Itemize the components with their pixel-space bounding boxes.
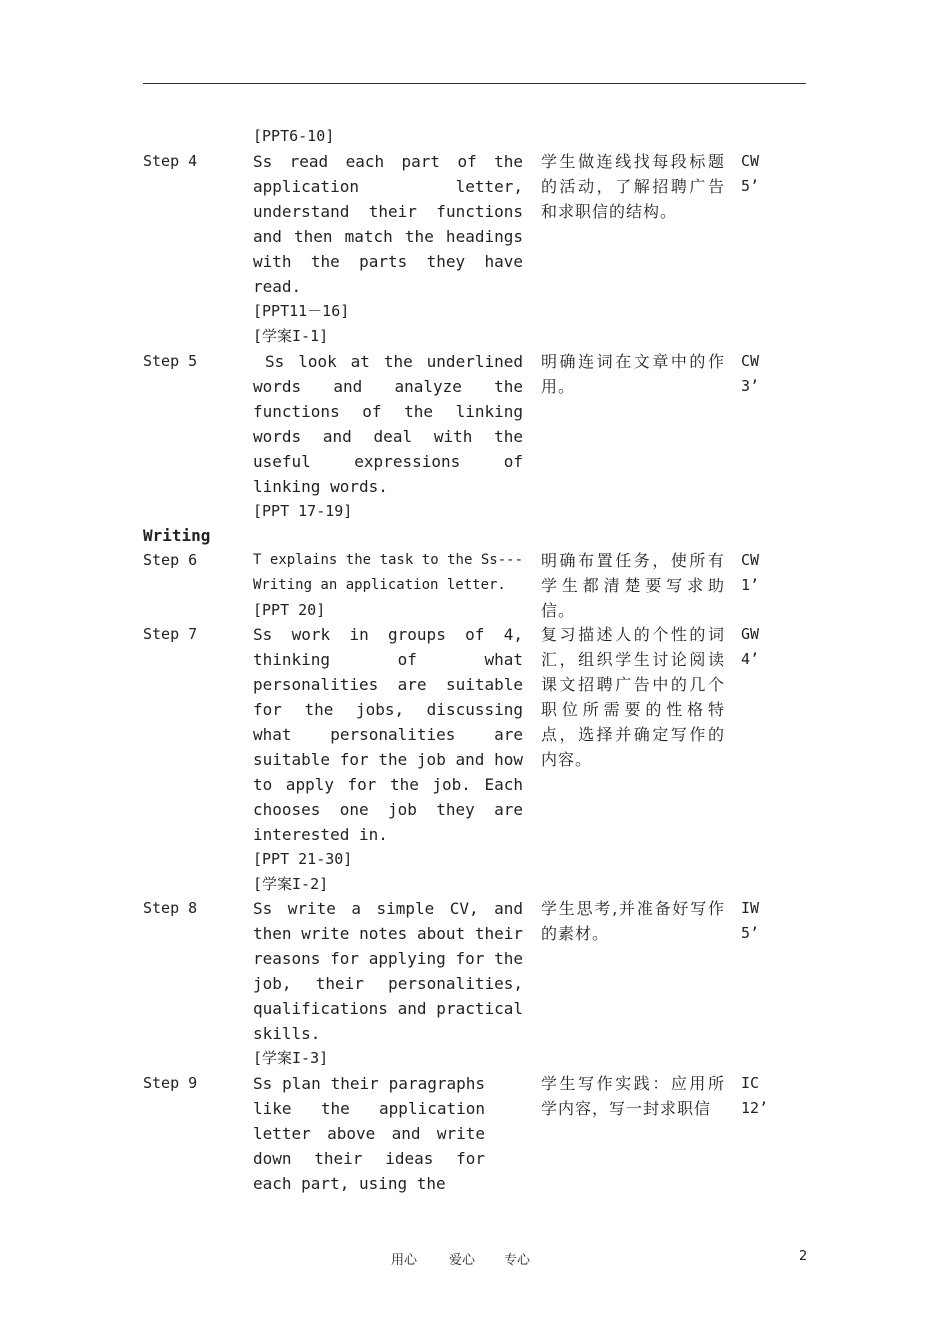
footer-motto-2: 爱心 — [449, 1253, 476, 1268]
step-ref: [PPT11－16] — [253, 302, 350, 320]
step-procedure: T explains the task to the Ss--- Writing an application letter. [PPT 20] — [253, 548, 523, 623]
step-mode: IW 5’ — [741, 899, 760, 942]
step-mode: CW 3’ — [741, 352, 760, 395]
carryover-ref: [PPT6-10] — [253, 127, 335, 145]
page-footer — [0, 1249, 950, 1269]
step-label: Step 8 — [143, 899, 198, 917]
step-ref: [学案I-1] — [253, 327, 329, 345]
section-title-writing: Writing — [143, 526, 211, 545]
step-ref: [PPT 20] — [253, 601, 326, 619]
step-purpose: 明确连词在文章中的作用。 — [541, 352, 725, 396]
step-purpose: 学生写作实践：应用所学内容，写一封求职信 — [541, 1074, 725, 1118]
step-purpose: 复习描述人的个性的词汇，组织学生讨论阅读课文招聘广告中的几个职位所需要的性格特点，选择并确定写作的内容。 — [541, 625, 725, 769]
step-mode: GW 4’ — [741, 625, 760, 668]
step-purpose: 学生思考,并准备好写作的素材。 — [541, 899, 725, 943]
footer-motto-3: 专心 — [504, 1253, 531, 1268]
step-label: Step 5 — [143, 352, 198, 370]
step-procedure: Ss work in groups of 4, thinking of what personalities are suitable for the jobs, discussing what personalities are suitable for the job and how to apply for the job. Each chooses one job they are interested in. [PPT 21-30] [学案I-2] — [253, 622, 523, 897]
step-purpose: 学生做连线找每段标题的活动，了解招聘广告和求职信的结构。 — [541, 152, 725, 221]
step-ref: [学案I-3] — [253, 1049, 329, 1067]
header-rule — [143, 83, 806, 84]
step-procedure: Ss read each part of the application letter, understand their functions and then match the headings with the parts they have read. [PPT11－16] [学案I-1] — [253, 149, 523, 349]
step-procedure: Ss plan their paragraphs like the application letter above and write down their ideas for each part, using the — [253, 1074, 485, 1193]
footer-motto-1: 用心 — [391, 1253, 418, 1268]
step-mode: CW 1’ — [741, 551, 760, 594]
step-ref: [PPT 21-30] — [253, 850, 353, 868]
page-number: 2 — [799, 1249, 808, 1264]
step-label: Step 4 — [143, 152, 198, 170]
step-label: Step 6 — [143, 551, 198, 569]
step-mode: CW 5’ — [741, 152, 760, 195]
step-ref: [学案I-2] — [253, 875, 329, 893]
step-purpose: 明确布置任务，使所有学生都清楚要写求助信。 — [541, 551, 725, 620]
step-label: Step 7 — [143, 625, 198, 643]
step-procedure: Ss look at the underlined words and analyze the functions of the linking words and deal with the useful expressions of linking words. [PPT 17-19] — [253, 349, 523, 524]
step-label: Step 9 — [143, 1074, 198, 1092]
step-procedure: Ss write a simple CV, and then write notes about their reasons for applying for the job, their personalities, qualifications and practical skills. [学案I-3] — [253, 896, 523, 1071]
step-ref: [PPT 17-19] — [253, 502, 353, 520]
step-mode: IC 12’ — [741, 1074, 769, 1117]
